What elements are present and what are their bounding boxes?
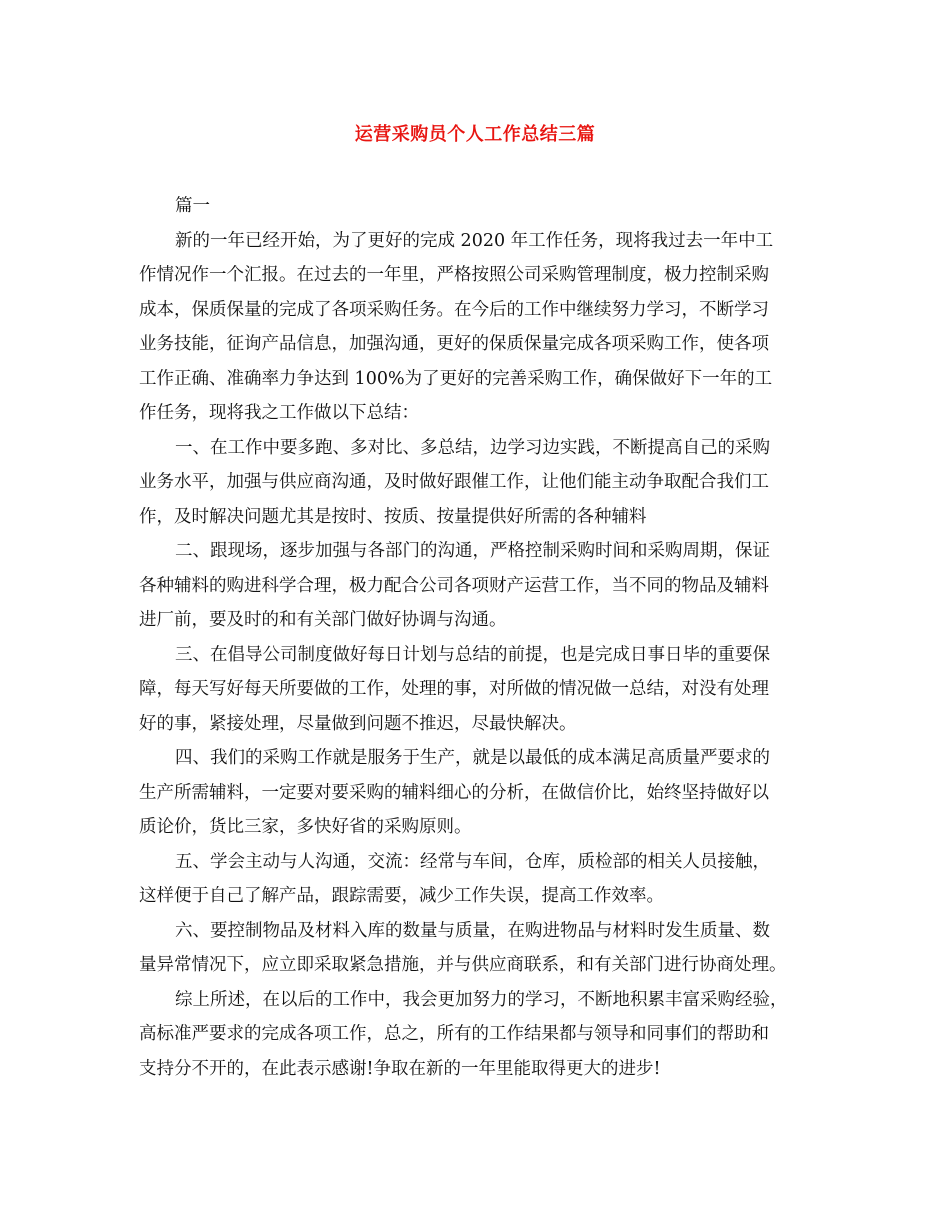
paragraph-line: 六、要控制物品及材料入库的数量与质量，在购进物品与材料时发生质量、数 xyxy=(175,920,770,941)
paragraph-line: 高标准严要求的完成各项工作，总之，所有的工作结果都与领导和同事们的帮助和 xyxy=(139,1024,769,1044)
paragraph-line: 四、我们的采购工作就是服务于生产，就是以最低的成本满足高质量严要求的 xyxy=(175,748,770,768)
document-body xyxy=(139,189,821,1086)
paragraph-line: 各种辅料的购进科学合理，极力配合公司各项财产运营工作，当不同的物品及辅料 xyxy=(139,575,769,596)
paragraph-line: 二、跟现场，逐步加强与各部门的沟通，严格控制采购时间和采购周期，保证 xyxy=(175,541,770,561)
paragraph-line: 这样便于自己了解产品，跟踪需要，减少工作失误，提高工作效率。 xyxy=(139,886,664,906)
paragraph-line: 业务水平，加强与供应商沟通，及时做好跟催工作，让他们能主动争取配合我们工 xyxy=(139,472,769,492)
paragraph-line: 作任务，现将我之工作做以下总结： xyxy=(139,403,419,423)
document-title: 运营采购员个人工作总结三篇 xyxy=(354,124,596,145)
paragraph-line: 工作正确、准确率力争达到 100%为了更好的完善采购工作，确保做好下一年的工 xyxy=(139,368,773,389)
paragraph xyxy=(139,534,821,638)
paragraph-line: 成本，保质保量的完成了各项采购任务。在今后的工作中继续努力学习，不断学习 xyxy=(139,299,769,320)
paragraph xyxy=(139,431,821,535)
paragraph-line: 新的一年已经开始，为了更好的完成 2020 年工作任务，现将我过去一年中工 xyxy=(175,230,774,251)
paragraph xyxy=(139,983,821,1087)
paragraph-line: 生产所需辅料，一定要对要采购的辅料细心的分析，在做信价比，始终坚持做好以 xyxy=(139,782,769,803)
paragraph-line: 业务技能，征询产品信息，加强沟通，更好的保质保量完成各项采购工作，使各项 xyxy=(139,334,769,354)
section-label: 篇一 xyxy=(175,196,210,216)
paragraph-line: 五、学会主动与人沟通，交流：经常与车间，仓库，质检部的相关人员接触， xyxy=(175,851,770,872)
paragraph xyxy=(139,224,821,431)
paragraph-line: 量异常情况下，应立即采取紧急措施，并与供应商联系，和有关部门进行协商处理。 xyxy=(139,955,787,975)
paragraph xyxy=(139,638,821,742)
paragraph-line: 进厂前，要及时的和有关部门做好协调与沟通。 xyxy=(139,610,507,630)
paragraph xyxy=(139,741,821,845)
paragraph-line: 一、在工作中要多跑、多对比、多总结，边学习边实践，不断提高自己的采购 xyxy=(175,437,770,458)
paragraph-line: 作，及时解决问题尤其是按时、按质、按量提供好所需的各种辅料 xyxy=(139,506,647,527)
paragraph-line: 质论价，货比三家，多快好省的采购原则。 xyxy=(139,817,472,837)
paragraph-line: 三、在倡导公司制度做好每日计划与总结的前提，也是完成日事日毕的重要保 xyxy=(175,644,770,665)
paragraph-line: 作情况作一个汇报。在过去的一年里，严格按照公司采购管理制度，极力控制采购 xyxy=(139,265,769,285)
paragraph-list xyxy=(139,224,821,1087)
paragraph xyxy=(139,914,821,983)
paragraph-line: 好的事，紧接处理，尽量做到问题不推迟，尽最快解决。 xyxy=(139,713,577,734)
paragraph-line: 综上所述，在以后的工作中，我会更加努力的学习，不断地积累丰富采购经验， xyxy=(175,989,788,1010)
paragraph xyxy=(139,845,821,914)
paragraph-line: 支持分不开的，在此表示感谢!争取在新的一年里能取得更大的进步! xyxy=(139,1058,661,1079)
paragraph-line: 障，每天写好每天所要做的工作，处理的事，对所做的情况做一总结，对没有处理 xyxy=(139,679,769,699)
